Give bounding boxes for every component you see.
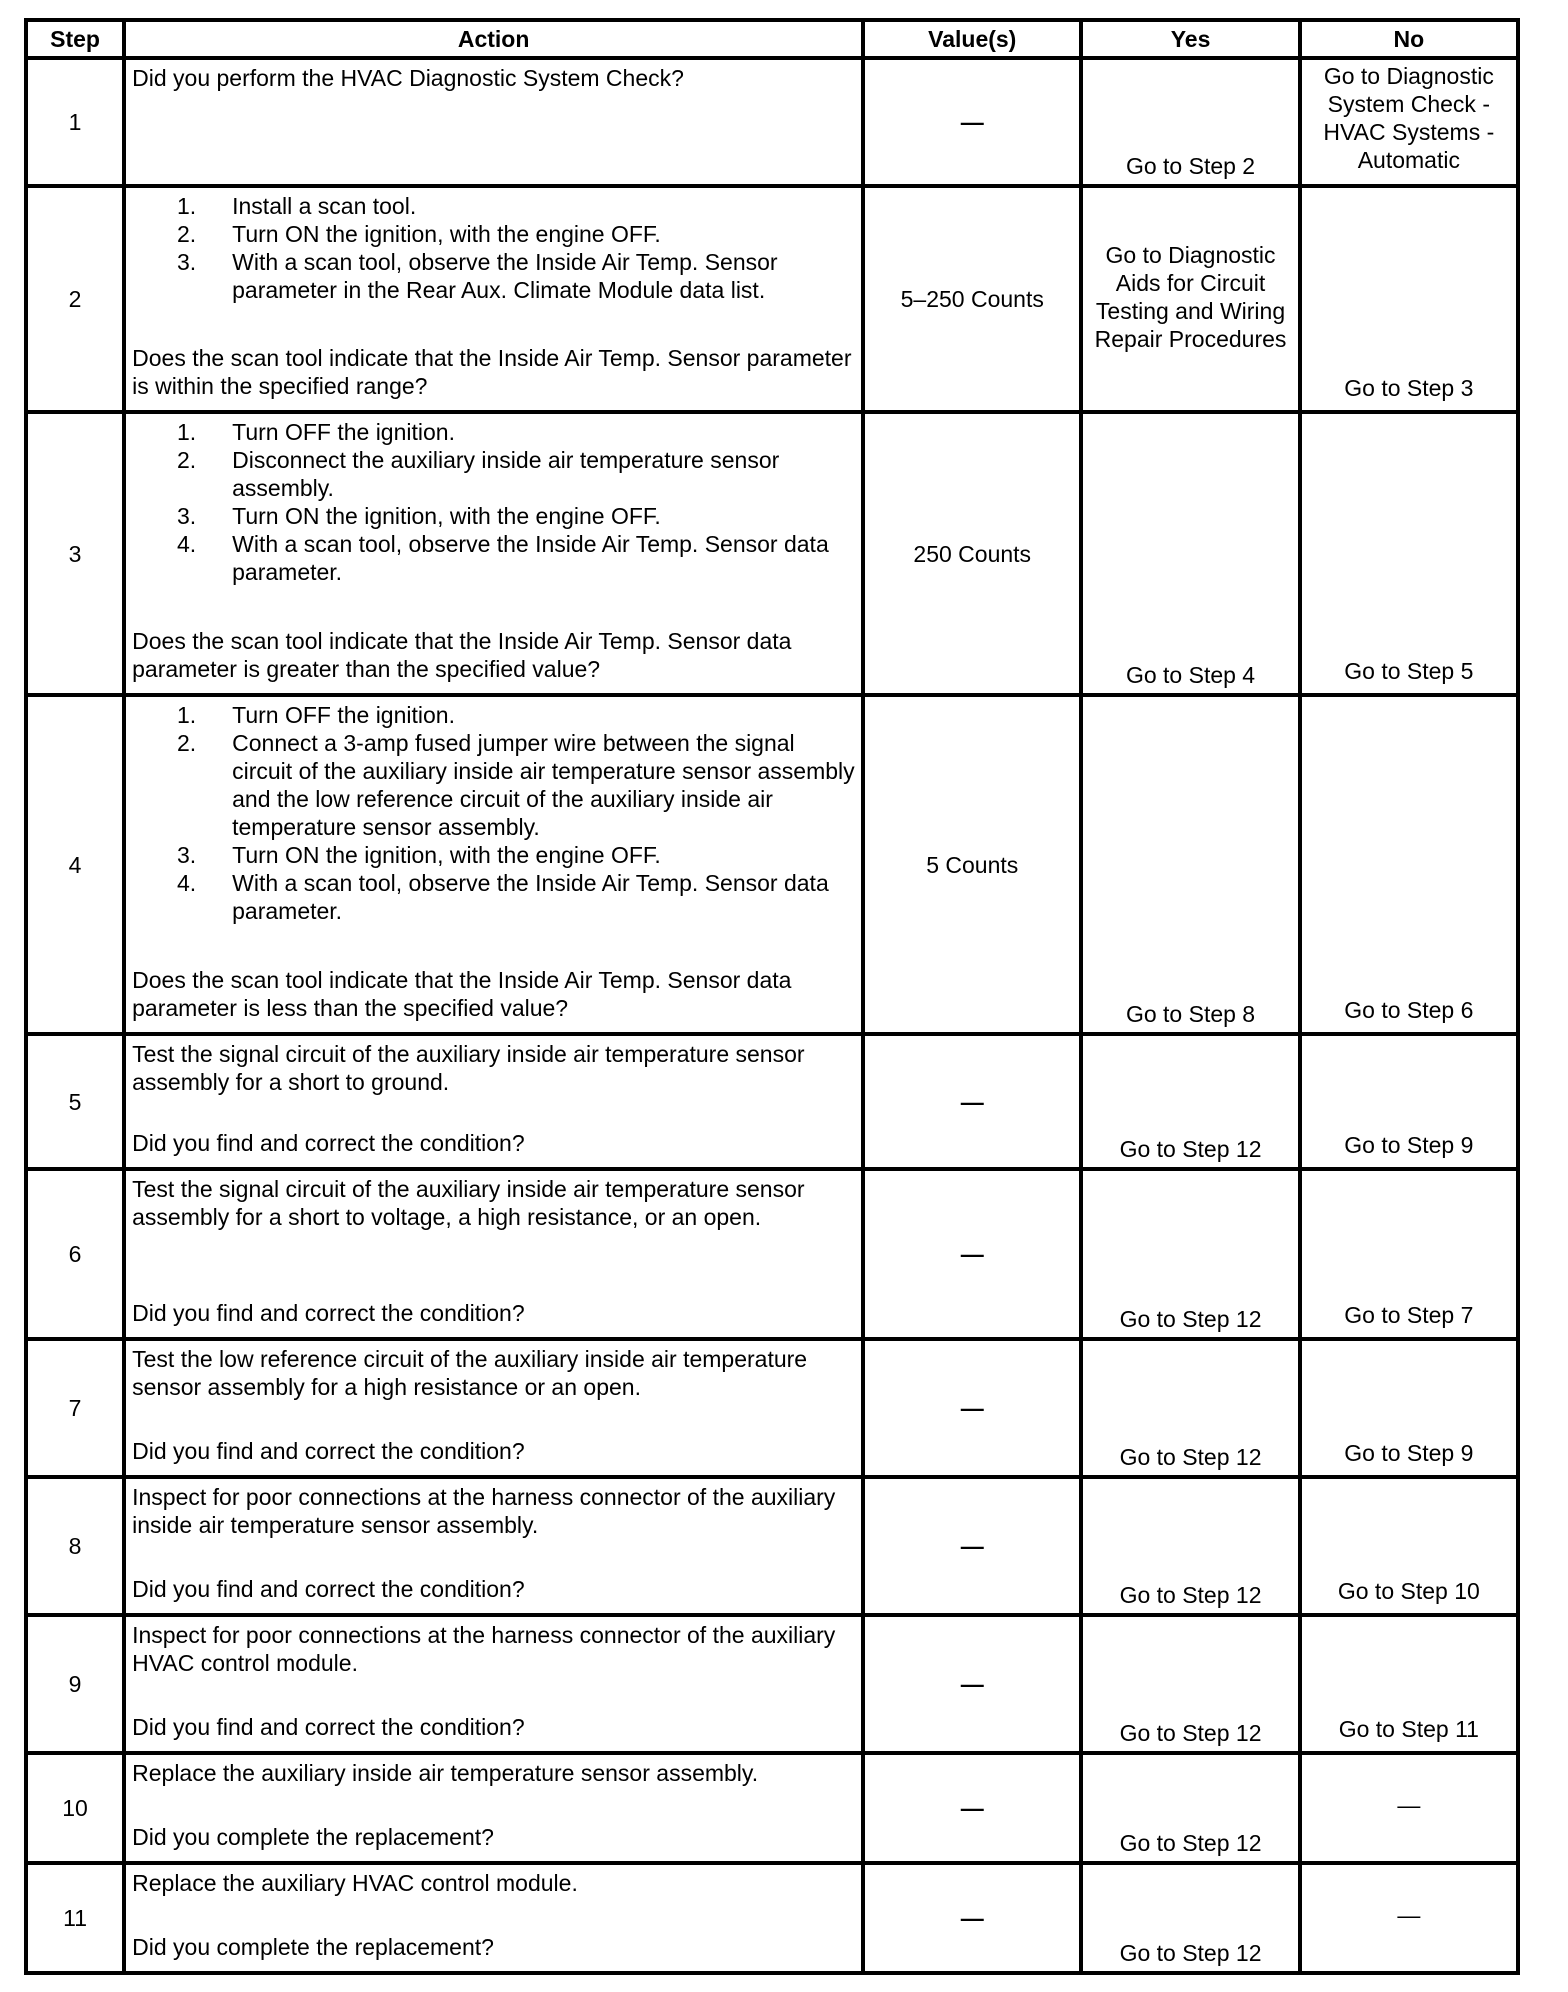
value-cell: — [863, 1034, 1081, 1169]
action-question: Did you find and correct the condition? [132, 1576, 525, 1602]
action-step-item: 2. Connect a 3-amp fused jumper wire between the signal circuit of the auxiliary inside air temperature sensor assembly and the low reference circuit of the auxiliary inside air temperature sensor assembly. [176, 730, 855, 840]
action-question: Did you complete the replacement? [132, 1824, 494, 1850]
table-row [26, 1339, 1518, 1477]
no-cell [1300, 1753, 1518, 1863]
no-link[interactable]: Go to Step 7 [1344, 1302, 1474, 1328]
header-values: Value(s) [863, 20, 1081, 58]
step-cell: 9 [26, 1615, 124, 1753]
no-cell [1300, 412, 1518, 695]
table-row [26, 186, 1518, 412]
action-step-item: 3. Turn ON the ignition, with the engine OFF. [132, 841, 855, 869]
action-cell [124, 186, 863, 412]
step-cell: 6 [26, 1169, 124, 1339]
table-row [26, 1753, 1518, 1863]
table-row [26, 1615, 1518, 1753]
yes-link[interactable]: Go to Step 12 [1119, 1306, 1262, 1332]
table-row [26, 412, 1518, 695]
action-question: Did you find and correct the condition? [132, 1130, 525, 1156]
header-no: No [1300, 20, 1518, 58]
action-question: Did you find and correct the condition? [132, 1300, 525, 1326]
action-step-item: 2. Disconnect the auxiliary inside air temperature sensor assembly. [132, 446, 855, 502]
action-question: Did you find and correct the condition? [132, 1714, 525, 1740]
no-link[interactable]: Go to Step 10 [1337, 1578, 1480, 1604]
yes-cell [1081, 1863, 1299, 1973]
action-cell [124, 58, 863, 186]
step-cell: 8 [26, 1477, 124, 1615]
action-steps-list [132, 418, 855, 586]
yes-cell [1081, 58, 1299, 186]
action-step-text: Connect a 3-amp fused jumper wire between the signal circuit of the auxiliary inside air temperature sensor assembly and the low reference circuit of the auxiliary inside air temperature sensor assembly. [232, 730, 855, 840]
action-cell [124, 1615, 863, 1753]
action-step-item: 3. Turn ON the ignition, with the engine OFF. [132, 502, 855, 530]
action-step-text: Turn OFF the ignition. [232, 419, 455, 445]
header-action: Action [124, 20, 863, 58]
action-step-item: 1. Install a scan tool. [132, 192, 855, 220]
action-step-text: Install a scan tool. [232, 193, 417, 219]
yes-cell [1081, 695, 1299, 1034]
diagnostic-table [24, 18, 1520, 1975]
value-cell: — [863, 1615, 1081, 1753]
no-cell [1300, 1169, 1518, 1339]
no-link[interactable]: Go to Step 5 [1344, 658, 1474, 684]
table-row [26, 1034, 1518, 1169]
no-link[interactable]: Go to Step 3 [1344, 375, 1474, 401]
action-step-text: Turn ON the ignition, with the engine OFF. [232, 842, 661, 868]
step-cell: 3 [26, 412, 124, 695]
action-step-text: Disconnect the auxiliary inside air temperature sensor assembly. [232, 447, 780, 501]
yes-link[interactable]: Go to Step 12 [1119, 1444, 1262, 1470]
no-cell [1300, 58, 1518, 186]
step-cell: 7 [26, 1339, 124, 1477]
action-step-text: Turn ON the ignition, with the engine OFF. [232, 221, 661, 247]
header-yes: Yes [1081, 20, 1299, 58]
value-cell: — [863, 1863, 1081, 1973]
no-link[interactable]: Go to Step 11 [1338, 1716, 1479, 1742]
action-cell [124, 1034, 863, 1169]
action-step-text: With a scan tool, observe the Inside Air Temp. Sensor data parameter. [232, 531, 829, 585]
action-question: Did you find and correct the condition? [132, 1438, 525, 1464]
yes-cell [1081, 1477, 1299, 1615]
action-step-item: 2. Turn ON the ignition, with the engine OFF. [132, 220, 855, 248]
action-step-item: 1. Turn OFF the ignition. [132, 418, 855, 446]
no-cell [1300, 1477, 1518, 1615]
no-link[interactable]: Go to Diagnostic System Check - HVAC Systems - Automatic [1323, 63, 1495, 173]
no-cell [1300, 1863, 1518, 1973]
action-cell [124, 1169, 863, 1339]
no-link: — [1397, 1902, 1421, 1928]
action-cell [124, 1339, 863, 1477]
yes-cell [1081, 1339, 1299, 1477]
action-question: Does the scan tool indicate that the Inside Air Temp. Sensor parameter is within the specified range? [132, 345, 852, 399]
action-step-item: 1. Turn OFF the ignition. [132, 701, 855, 729]
yes-link[interactable]: Go to Step 4 [1125, 662, 1256, 688]
value-cell: — [863, 58, 1081, 186]
action-step-text: Turn ON the ignition, with the engine OFF. [232, 503, 661, 529]
step-cell: 10 [26, 1753, 124, 1863]
value-cell: 5–250 Counts [863, 186, 1081, 412]
yes-cell [1081, 186, 1299, 412]
yes-link[interactable]: Go to Step 12 [1119, 1830, 1262, 1856]
step-cell: 11 [26, 1863, 124, 1973]
action-intro: Test the signal circuit of the auxiliary inside air temperature sensor assembly for a short to ground. [132, 1041, 805, 1095]
yes-cell [1081, 1169, 1299, 1339]
action-step-item: 4. With a scan tool, observe the Inside Air Temp. Sensor data parameter. [132, 869, 855, 925]
table-row [26, 1863, 1518, 1973]
header-step: Step [26, 20, 124, 58]
table-body [26, 58, 1518, 1973]
action-intro: Replace the auxiliary HVAC control module. [132, 1870, 578, 1896]
action-intro: Test the low reference circuit of the auxiliary inside air temperature sensor assembly for a high resistance or an open. [132, 1346, 808, 1400]
action-cell [124, 1477, 863, 1615]
value-cell: — [863, 1339, 1081, 1477]
table-row [26, 695, 1518, 1034]
action-question: Does the scan tool indicate that the Inside Air Temp. Sensor data parameter is greater than the specified value? [132, 628, 792, 682]
step-cell: 2 [26, 186, 124, 412]
yes-cell [1081, 412, 1299, 695]
action-step-item: 4. With a scan tool, observe the Inside Air Temp. Sensor data parameter. [132, 530, 855, 586]
action-intro: Inspect for poor connections at the harness connector of the auxiliary inside air temperature sensor assembly. [132, 1484, 836, 1538]
action-cell [124, 1753, 863, 1863]
action-intro: Inspect for poor connections at the harness connector of the auxiliary HVAC control module. [132, 1622, 836, 1676]
yes-link[interactable]: Go to Step 12 [1119, 1940, 1262, 1966]
action-intro: Did you perform the HVAC Diagnostic System Check? [132, 65, 684, 91]
action-cell [124, 412, 863, 695]
value-cell: 5 Counts [863, 695, 1081, 1034]
action-intro: Test the signal circuit of the auxiliary inside air temperature sensor assembly for a short to voltage, a high resistance, or an open. [132, 1176, 805, 1230]
yes-link[interactable]: Go to Step 8 [1125, 1001, 1256, 1027]
no-link[interactable]: Go to Step 9 [1344, 1440, 1474, 1466]
yes-link[interactable]: Go to Step 2 [1125, 153, 1256, 179]
value-cell: — [863, 1169, 1081, 1339]
no-link: — [1397, 1792, 1421, 1818]
action-step-text: Turn OFF the ignition. [232, 702, 455, 728]
step-cell: 4 [26, 695, 124, 1034]
no-link[interactable]: Go to Step 9 [1344, 1132, 1474, 1158]
table-row [26, 58, 1518, 186]
action-cell [124, 695, 863, 1034]
value-cell: 250 Counts [863, 412, 1081, 695]
no-cell [1300, 1615, 1518, 1753]
action-steps-list [132, 192, 855, 304]
step-cell: 1 [26, 58, 124, 186]
no-cell [1300, 186, 1518, 412]
no-cell [1300, 1339, 1518, 1477]
value-cell: — [863, 1753, 1081, 1863]
action-cell [124, 1863, 863, 1973]
no-cell [1300, 1034, 1518, 1169]
action-step-item: 3. With a scan tool, observe the Inside Air Temp. Sensor parameter in the Rear Aux. Climate Module data list. [132, 248, 855, 304]
action-question: Did you complete the replacement? [132, 1934, 494, 1960]
yes-link[interactable]: Go to Step 12 [1119, 1582, 1262, 1608]
yes-link[interactable]: Go to Step 12 [1119, 1136, 1262, 1162]
action-intro: Replace the auxiliary inside air temperature sensor assembly. [132, 1760, 759, 1786]
yes-cell [1081, 1034, 1299, 1169]
table-row [26, 1169, 1518, 1339]
step-cell: 5 [26, 1034, 124, 1169]
no-link[interactable]: Go to Step 6 [1344, 997, 1474, 1023]
table-row [26, 1477, 1518, 1615]
yes-cell [1081, 1753, 1299, 1863]
action-steps-list [132, 701, 855, 925]
yes-link[interactable]: Go to Diagnostic Aids for Circuit Testing and Wiring Repair Procedures [1094, 242, 1287, 352]
action-step-text: With a scan tool, observe the Inside Air Temp. Sensor data parameter. [232, 870, 829, 924]
no-cell [1300, 695, 1518, 1034]
value-cell: — [863, 1477, 1081, 1615]
yes-cell [1081, 1615, 1299, 1753]
yes-link[interactable]: Go to Step 12 [1119, 1720, 1262, 1746]
header-row [26, 20, 1518, 58]
action-question: Does the scan tool indicate that the Inside Air Temp. Sensor data parameter is less than the specified value? [132, 967, 792, 1021]
action-step-text: With a scan tool, observe the Inside Air Temp. Sensor parameter in the Rear Aux. Climate Module data list. [232, 249, 778, 303]
